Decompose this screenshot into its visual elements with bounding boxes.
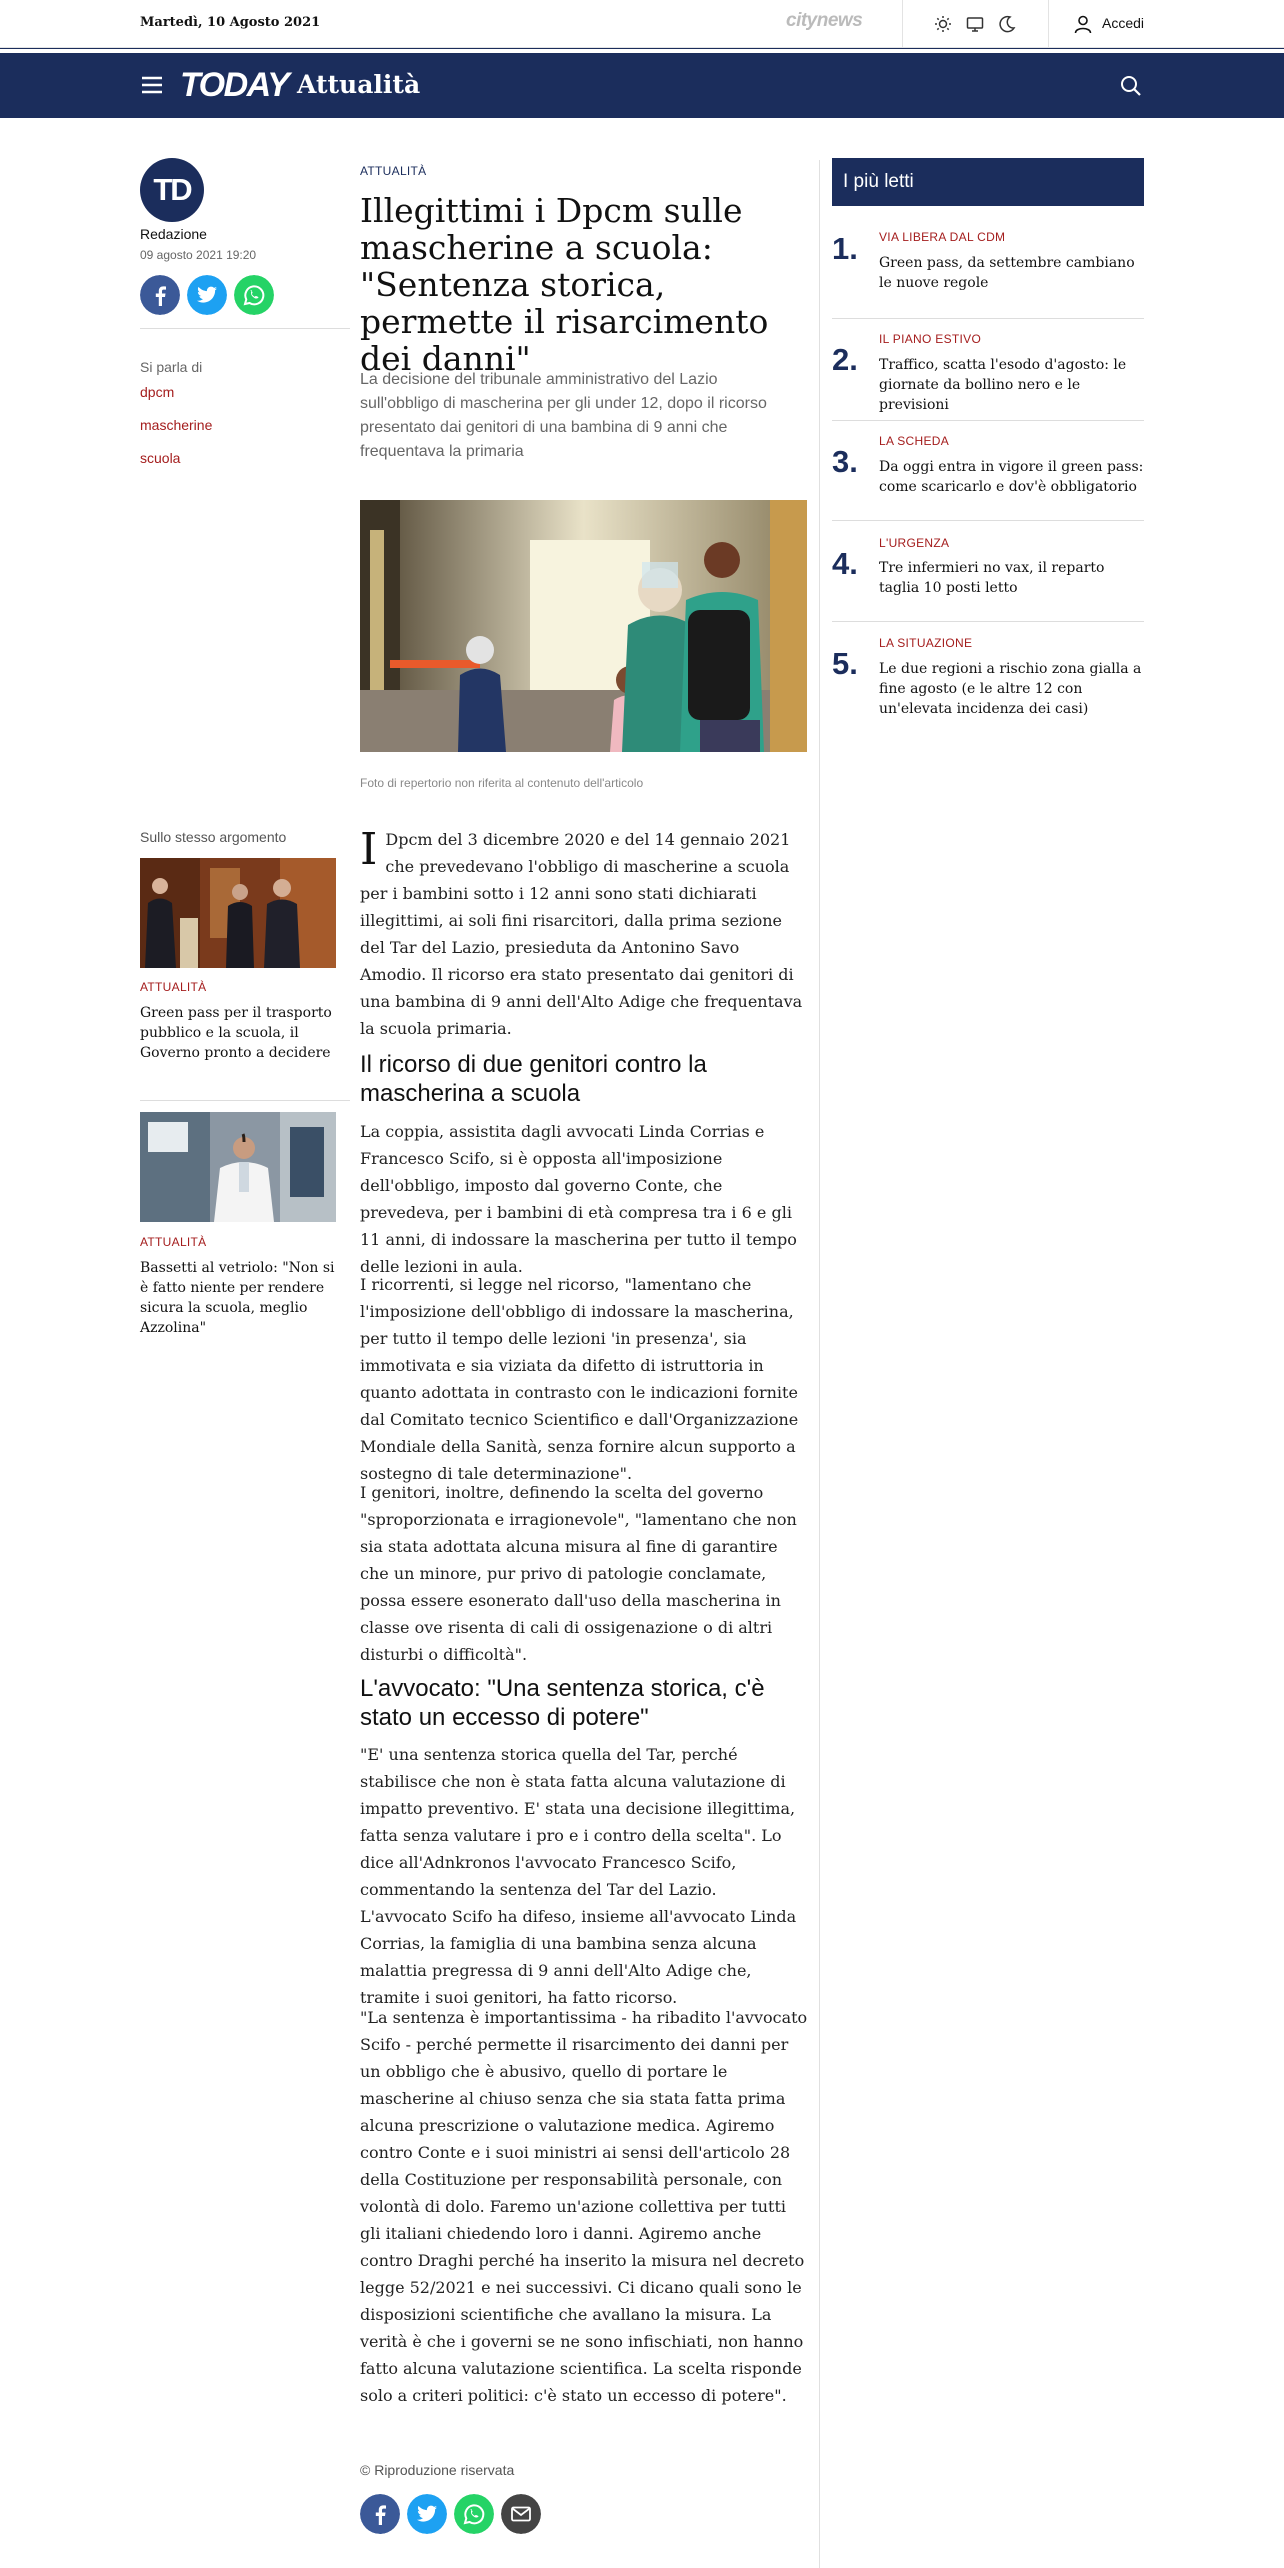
most-read-category[interactable]: IL PIANO ESTIVO xyxy=(879,332,982,346)
sun-icon[interactable] xyxy=(932,13,954,35)
topic-tag-mascherine[interactable]: mascherine xyxy=(140,417,213,433)
article-title: Illegittimi i Dpcm sulle mascherine a scuola: "Sentenza storica, permette il risarcimento dei danni" xyxy=(360,191,769,378)
related-category[interactable]: ATTUALITÀ xyxy=(140,1235,207,1249)
related-article-image[interactable] xyxy=(140,858,336,968)
citynews-logo[interactable]: citynews xyxy=(786,10,863,31)
most-read-category[interactable]: L'URGENZA xyxy=(879,536,950,550)
divider xyxy=(832,621,1144,622)
most-read-rank: 3. xyxy=(832,444,858,479)
moon-icon[interactable] xyxy=(996,13,1018,35)
article-lead xyxy=(360,826,808,1042)
article-paragraph: I ricorrenti, si legge nel ricorso, "lamentano che l'imposizione dell'obbligo di indossare la mascherina, per tutto il tempo delle lezioni 'in presenza', sia immotivata e sia viziata da difetto di istruttoria in quanto adottata in contrasto con le indicazioni fornite dal Comitato tecnico Scientifico e dall'Organizzazione Mondiale della Sanità, senza fornire alcun supporto a sostegno di tale determinazione". xyxy=(360,1275,799,1483)
article-category[interactable]: ATTUALITÀ xyxy=(360,164,427,178)
most-read-rank: 2. xyxy=(832,342,858,377)
login-link[interactable]: Accedi xyxy=(1102,15,1145,31)
section-title[interactable]: Attualità xyxy=(297,70,421,99)
site-logo[interactable]: TODAY xyxy=(180,66,289,104)
most-read-title[interactable]: Le due regioni a rischio zona gialla a fine agosto (e le altre 12 con un'elevata incidenza dei casi) xyxy=(879,661,1142,717)
user-icon[interactable] xyxy=(1072,13,1094,35)
article-hero-image xyxy=(360,500,807,752)
twitter-share-icon[interactable] xyxy=(407,2494,447,2534)
most-read-title[interactable]: Da oggi entra in vigore il green pass: come scaricarlo e dov'è obbligatorio xyxy=(879,459,1144,495)
article-paragraph: La coppia, assistita dagli avvocati Linda Corrias e Francesco Scifo, si è opposta all'imposizione dell'obbligo, imposto dal governo Conte, che prevedeva, per i bambini di età compresa tra i 6 e gli 11 anni, di indossare la mascherina per tutto il tempo delle lezioni in aula. xyxy=(360,1122,797,1276)
related-title[interactable]: Bassetti al vetriolo: "Non si è fatto niente per rendere sicura la scuola, meglio Azzolina" xyxy=(140,1260,335,1336)
email-share-icon[interactable] xyxy=(501,2494,541,2534)
image-caption: Foto di repertorio non riferita al contenuto dell'articolo xyxy=(360,776,644,790)
divider xyxy=(832,318,1144,319)
author-name[interactable]: Redazione xyxy=(140,226,207,242)
divider xyxy=(832,520,1144,521)
lead-text: Dpcm del 3 dicembre 2020 e del 14 gennaio 2021 che prevedevano l'obbligo di mascherine a scuola per i bambini sotto i 12 anni sono stati dichiarati illegittimi, ai soli fini risarcitori, dalla prima sezione del Tar del Lazio, presieduta da Antonino Savo Amodio. Il ricorso era stato presentato dai genitori di una bambina di 9 anni dell'Alto Adige che frequentava la scuola primaria. xyxy=(360,830,803,1038)
related-title[interactable]: Green pass per il trasporto pubblico e la scuola, il Governo pronto a decidere xyxy=(140,1005,332,1061)
article-paragraph: I genitori, inoltre, definendo la scelta del governo "sproporzionata e irragionevole", "lamentano che non sia stata adottata alcuna misura al fine di garantire che un minore, pur privo di patologie conclamate, possa essere esonerato dall'uso della mascherina in classe ove risenta di cali di ossigenazione o di altri disturbi o difficoltà". xyxy=(360,1483,797,1664)
section-heading: L'avvocato: "Una sentenza storica, c'è stato un eccesso di potere" xyxy=(360,1675,765,1731)
divider xyxy=(140,1100,350,1101)
most-read-category[interactable]: LA SCHEDA xyxy=(879,434,950,448)
related-article-image[interactable] xyxy=(140,1112,336,1222)
whatsapp-share-icon[interactable] xyxy=(234,275,274,315)
divider xyxy=(140,328,350,329)
most-read-heading: I più letti xyxy=(832,158,1144,206)
divider xyxy=(902,0,903,48)
related-heading: Sullo stesso argomento xyxy=(140,829,287,845)
most-read-rank: 1. xyxy=(832,231,858,266)
article-subtitle: La decisione del tribunale amministrativo del Lazio sull'obbligo di mascherina per gli under 12, dopo il ricorso presentato dai genitori di una bambina di 9 anni che frequentava la primaria xyxy=(360,371,767,460)
most-read-rank: 4. xyxy=(832,546,858,581)
most-read-category[interactable]: VIA LIBERA DAL CDM xyxy=(879,230,1006,244)
monitor-icon[interactable] xyxy=(964,13,986,35)
whatsapp-share-icon[interactable] xyxy=(454,2494,494,2534)
most-read-title[interactable]: Traffico, scatta l'esodo d'agosto: le giornate da bollino nero e le previsioni xyxy=(879,357,1127,413)
most-read-title[interactable]: Green pass, da settembre cambiano le nuove regole xyxy=(879,255,1135,291)
topics-heading: Si parla di xyxy=(140,359,203,375)
hamburger-icon[interactable] xyxy=(140,74,164,96)
search-icon[interactable] xyxy=(1119,74,1143,98)
current-date: Martedì, 10 Agosto 2021 xyxy=(140,15,321,30)
column-divider xyxy=(819,160,820,2568)
drop-cap: I xyxy=(360,824,378,875)
related-category[interactable]: ATTUALITÀ xyxy=(140,980,207,994)
twitter-share-icon[interactable] xyxy=(187,275,227,315)
facebook-share-icon[interactable] xyxy=(140,275,180,315)
facebook-share-icon[interactable] xyxy=(360,2494,400,2534)
section-heading: Il ricorso di due genitori contro la mascherina a scuola xyxy=(360,1051,707,1107)
article-paragraph: "E' una sentenza storica quella del Tar, perché stabilisce che non è stata fatta alcuna valutazione di impatto preventivo. E' stata una decisione illegittima, fatta senza valutare i pro e i contro della scelta". Lo dice all'Adnkronos l'avvocato Francesco Scifo, commentando la sentenza del Tar del Lazio. L'avvocato Scifo ha difeso, insieme all'avvocato Linda Corrias, la famiglia di una bambina senza alcuna malattia pregressa di 9 anni dell'Alto Adige che, tramite i suoi genitori, ha fatto ricorso. xyxy=(360,1745,797,2007)
copyright-notice: © Riproduzione riservata xyxy=(360,2462,515,2478)
topic-tag-scuola[interactable]: scuola xyxy=(140,450,181,466)
author-avatar[interactable]: TD xyxy=(140,158,204,222)
most-read-rank: 5. xyxy=(832,646,858,681)
article-paragraph: "La sentenza è importantissima - ha ribadito l'avvocato Scifo - perché permette il risarcimento dei danni per un obbligo che è abusivo, quello di portare le mascherine al chiuso senza che sia stata fatta prima alcuna prescrizione o valutazione medica. Agiremo contro Conte e i suoi ministri ai sensi dell'articolo 28 della Costituzione per responsabilità personale, con volontà di dolo. Faremo un'azione collettiva per tutti gli italiani chiedendo loro i danni. Agiremo anche contro Draghi perché ha inserito la misura nel decreto legge 52/2021 e nei successivi. Ci dicano quali sono le disposizioni scientifiche che avallano la misura. La verità è che i governi se ne sono infischiati, non hanno fatto alcuna valutazione scientifica. La scelta risponde solo a criteri politici: c'è stato un eccesso di potere". xyxy=(360,2008,808,2405)
publish-date: 09 agosto 2021 19:20 xyxy=(140,248,257,262)
divider xyxy=(1048,0,1049,48)
most-read-category[interactable]: LA SITUAZIONE xyxy=(879,636,973,650)
topic-tag-dpcm[interactable]: dpcm xyxy=(140,384,175,400)
divider xyxy=(832,420,1144,421)
most-read-title[interactable]: Tre infermieri no vax, il reparto taglia 10 posti letto xyxy=(879,560,1105,596)
